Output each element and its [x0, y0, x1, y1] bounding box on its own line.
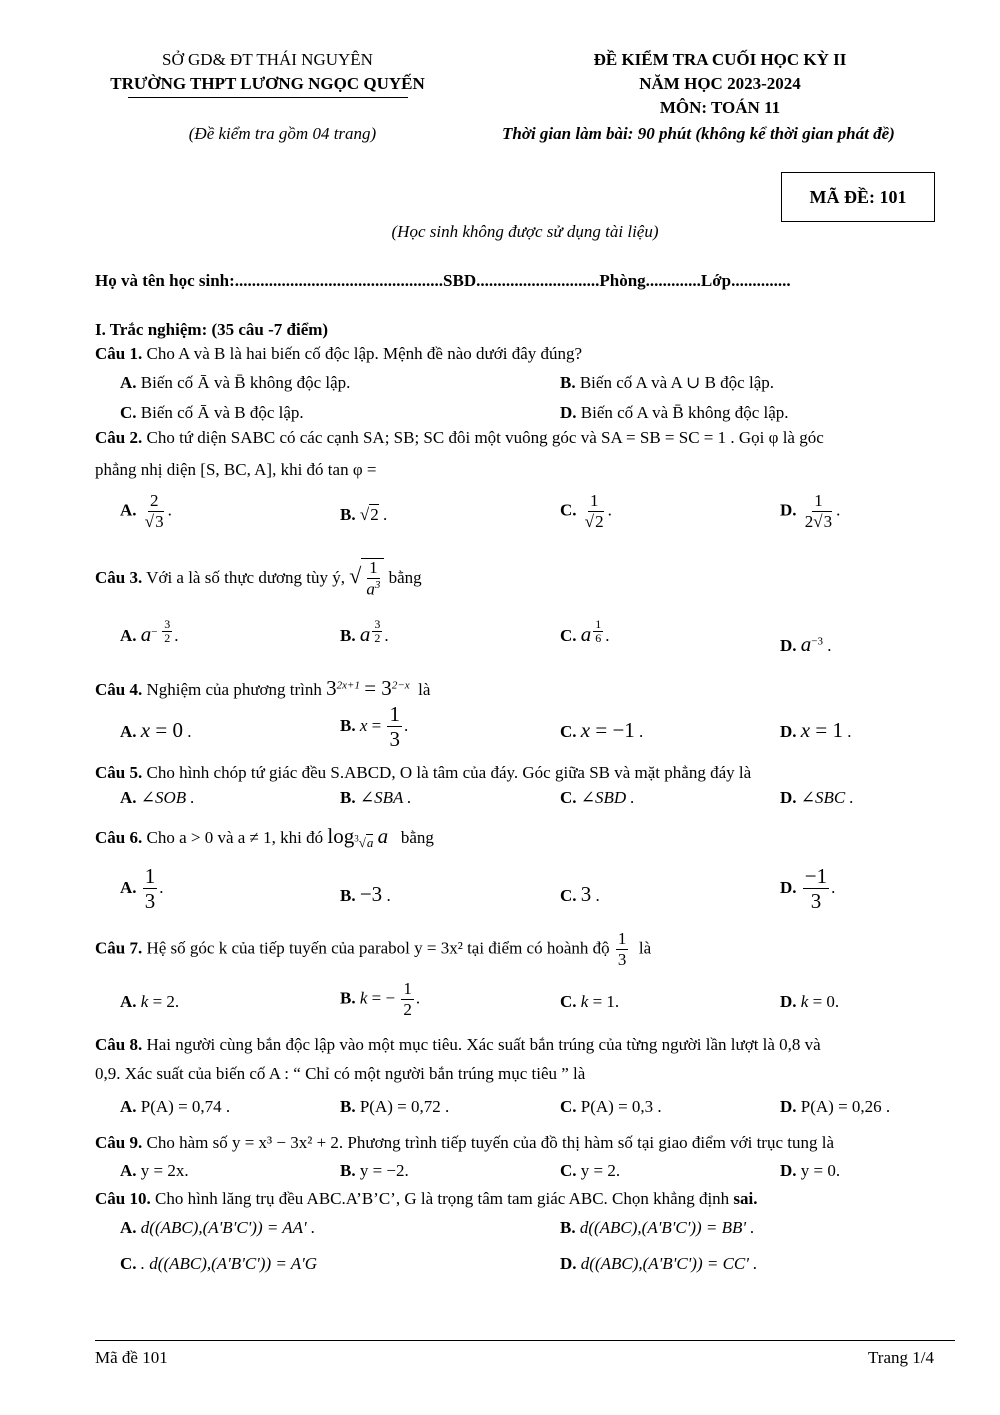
q2-option-d: D. $\frac{1}{2√3}$ . — [780, 491, 841, 531]
q7-option-d: D. k = 0. — [780, 992, 840, 1011]
q4-option-c: C. x = −1 . — [560, 718, 644, 742]
q9-option-a: A. y = 2x. — [120, 1161, 189, 1180]
q9-option-b: B. y = −2. — [340, 1161, 409, 1180]
q1-option-b: B. Biến cố A và A ∪ B độc lập. — [560, 373, 774, 392]
q5-option-b: B. ∠SBA . — [340, 788, 412, 807]
question-10: Câu 10. Cho hình lăng trụ đều ABC.A’B’C’, G là trọng tâm tam giác ABC. Chọn khẳng định sai. — [95, 1189, 758, 1208]
q8-option-b: B. P(A) = 0,72 . — [340, 1097, 450, 1116]
q8-option-c: C. P(A) = 0,3 . — [560, 1097, 662, 1116]
q7-option-b: B. k = − $\frac{1}{2}$ . — [340, 979, 421, 1019]
q3-option-d: D. $a^{-3}$ . — [780, 632, 832, 656]
q1-option-d: D. Biến cố A và B̄ không độc lập. — [560, 403, 789, 422]
time-note: Thời gian làm bài: 90 phút (không kể thời gian phát đề) — [502, 124, 895, 143]
q7-option-c: C. k = 1. — [560, 992, 620, 1011]
q6-option-b: B. −3 . — [340, 882, 391, 906]
q9-option-d: D. y = 0. — [780, 1161, 841, 1180]
q3-option-a: A. $a^{- \frac{3}{2}}$ . — [120, 617, 179, 647]
question-4: Câu 4. Nghiệm của phương trình $3^{2x+1} = 3^{2-x}$ là — [95, 676, 431, 700]
dept-name: SỞ GD& ĐT THÁI NGUYÊN — [162, 50, 373, 69]
school-name: TRƯỜNG THPT LƯƠNG NGỌC QUYẾN — [110, 74, 425, 93]
q2-option-a: A. $\frac{2}{√3}$ . — [120, 491, 172, 531]
question-5: Câu 5. Cho hình chóp tứ giác đều S.ABCD, O là tâm của đáy. Góc giữa SB và mặt phẳng đáy là — [95, 763, 752, 782]
q10-option-d: D. d((ABC),(A'B'C')) = CC' . — [560, 1254, 758, 1273]
no-documents-note: (Học sinh không được sử dụng tài liệu) — [391, 222, 659, 241]
q3-option-b: B. a $^{\frac{3}{2}}$ . — [340, 617, 389, 647]
pages-note: (Đề kiểm tra gồm 04 trang) — [188, 124, 377, 143]
exam-title: ĐỀ KIỂM TRA CUỐI HỌC KỲ II — [593, 50, 847, 69]
question-2: Câu 2. Cho tứ diện SABC có các cạnh SA; SB; SC đôi một vuông góc và SA = SB = SC = 1 . Gọi φ là góc — [95, 428, 824, 447]
question-7: Câu 7. Hệ số góc k của tiếp tuyến của parabol y = 3x² tại điểm có hoành độ $\frac{1}{3}$ là — [95, 929, 652, 969]
q8-option-d: D. P(A) = 0,26 . — [780, 1097, 891, 1116]
header-underline — [128, 97, 408, 98]
question-3: Câu 3. Với a là số thực dương tùy ý, √ $\frac{1}{a^3}$ bằng — [95, 558, 422, 599]
footer-divider — [95, 1340, 955, 1341]
q6-option-c: C. 3 . — [560, 882, 600, 906]
school-year: NĂM HỌC 2023-2024 — [639, 74, 801, 93]
q4-option-d: D. x = 1 . — [780, 718, 852, 742]
q8-option-a: A. P(A) = 0,74 . — [120, 1097, 231, 1116]
q5-option-d: D. ∠SBC . — [780, 788, 854, 807]
section-title: I. Trắc nghiệm: (35 câu -7 điểm) — [95, 320, 329, 339]
footer-page-number: Trang 1/4 — [868, 1348, 934, 1367]
q10-option-c: C. . d((ABC),(A'B'C')) = A'G — [120, 1254, 318, 1273]
q10-option-a: A. d((ABC),(A'B'C')) = AA' . — [120, 1218, 316, 1237]
question-9: Câu 9. Cho hàm số y = x³ − 3x² + 2. Phương trình tiếp tuyến của đồ thị hàm số tại giao điểm với trục tung là — [95, 1133, 834, 1152]
question-1: Câu 1. Cho A và B là hai biến cố độc lập. Mệnh đề nào dưới đây đúng? — [95, 344, 583, 363]
student-info-line: Họ và tên học sinh:.................................................SBD.............................Phòng.............Lớp.............. — [95, 271, 791, 290]
q1-option-c: C. Biến cố Ā và B độc lập. — [120, 403, 304, 422]
q6-option-a: A. $\frac{1}{3}$ . — [120, 864, 164, 914]
q1-option-a: A. Biến cố Ā và B̄ không độc lập. — [120, 373, 351, 392]
q4-option-a: A. x = 0 . — [120, 718, 192, 742]
question-8: Câu 8. Hai người cùng bắn độc lập vào một mục tiêu. Xác suất bắn trúng của từng người lần lượt là 0,8 và — [95, 1035, 821, 1054]
q4-option-b: B. x = $\frac{1}{3}$ . — [340, 702, 409, 752]
q5-option-c: C. ∠SBD . — [560, 788, 635, 807]
q9-option-c: C. y = 2. — [560, 1161, 621, 1180]
q5-option-a: A. ∠SOB . — [120, 788, 195, 807]
q2-option-b: B. √2 . — [340, 505, 388, 524]
q2-option-c: C. $\frac{1}{√2}$ . — [560, 491, 612, 531]
q10-option-b: B. d((ABC),(A'B'C')) = BB' . — [560, 1218, 755, 1237]
footer-exam-code: Mã đề 101 — [95, 1348, 168, 1367]
q7-option-a: A. k = 2. — [120, 992, 180, 1011]
question-2-line-2: phẳng nhị diện [S, BC, A], khi đó tan φ = — [95, 460, 377, 479]
subject: MÔN: TOÁN 11 — [659, 98, 781, 117]
q6-option-d: D. $\frac{-1}{3}$ . — [780, 864, 836, 914]
exam-code-box: MÃ ĐỀ: 101 — [781, 172, 935, 222]
question-8-line-2: 0,9. Xác suất của biến cố A : “ Chỉ có một người bắn trúng mục tiêu ” là — [95, 1064, 586, 1083]
q3-option-c: C. a $^{\frac{1}{6}}$ . — [560, 617, 610, 647]
question-6: Câu 6. Cho a > 0 và a ≠ 1, khi đó $\log_{^3√a} a$ bằng — [95, 824, 434, 851]
